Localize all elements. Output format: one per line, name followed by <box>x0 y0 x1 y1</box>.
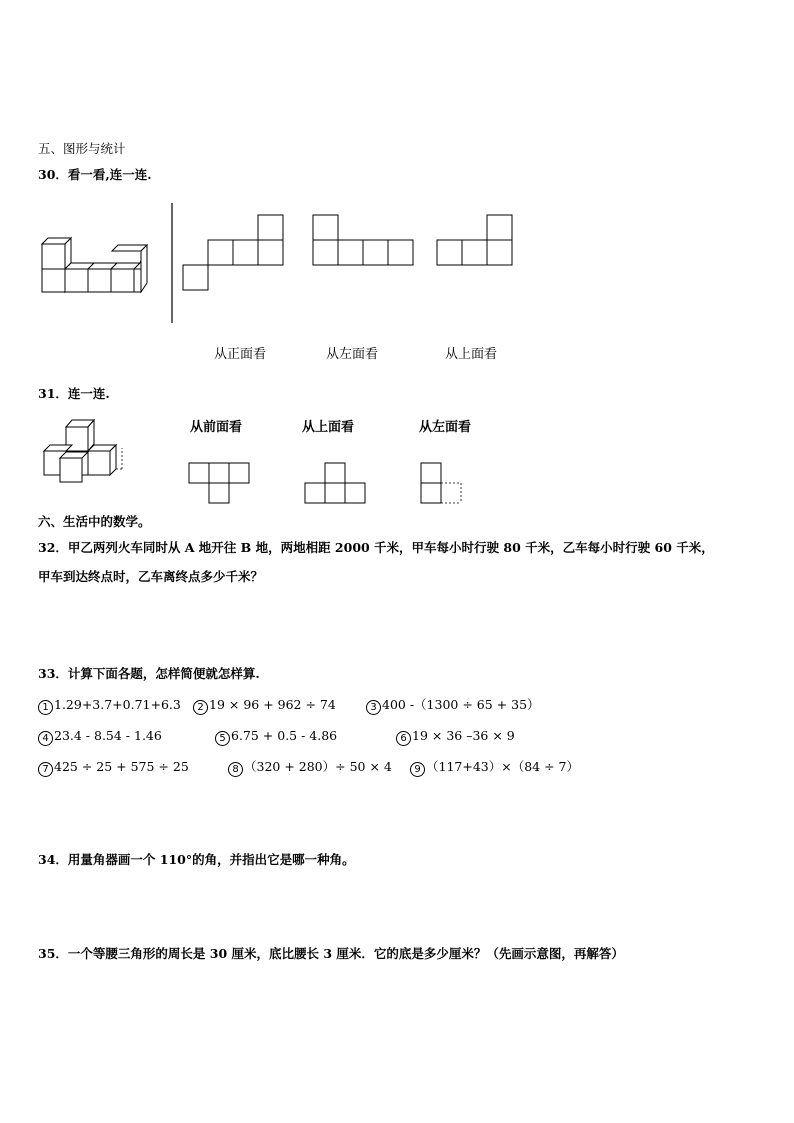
calc-item-3: 3 400 -（1300 ÷ 65 + 35） <box>366 697 540 715</box>
question-32-line-2: 甲车到达终点时，乙车离终点多少千米？ <box>38 569 264 584</box>
view-shape-2 <box>312 214 414 267</box>
q31-view-shape-1 <box>188 462 251 505</box>
question-34-title: 34．用量角器画一个 110°的角，并指出它是哪一种角。 <box>38 852 355 867</box>
q31-label-left: 从左面看 <box>419 420 472 435</box>
question-35-title: 35．一个等腰三角形的周长是 30 厘米，底比腰长 3 厘米．它的底是多少厘米？（先画示意图，再解答） <box>38 946 624 961</box>
view-shape-3 <box>436 214 514 267</box>
cube-figure-q31 <box>42 418 124 486</box>
section-6-title: 六、生活中的数学。 <box>38 514 151 529</box>
q30-label-left: 从左面看 <box>326 347 379 362</box>
question-32-line-1: 32．甲乙两列火车同时从 A 地开往 B 地，两地相距 2000 千米，甲车每小时行驶 80 千米，乙车每小时行驶 60 千米， <box>38 540 714 555</box>
calc-item-6: 6 19 × 36 –36 × 9 <box>396 728 515 746</box>
vertical-divider <box>171 203 174 323</box>
q31-view-shape-3 <box>420 462 464 505</box>
calc-item-5: 5 6.75 + 0.5 - 4.86 <box>215 728 337 746</box>
cube-figure-q30 <box>40 236 160 294</box>
calc-item-9: 9 （117+43）×（84 ÷ 7） <box>410 759 579 777</box>
section-5-title: 五、图形与统计 <box>38 141 126 156</box>
view-shape-1 <box>182 214 284 291</box>
q30-label-front: 从正面看 <box>214 347 267 362</box>
question-33-title: 33．计算下面各题，怎样简便就怎样算. <box>38 666 260 681</box>
question-31-title: 31．连一连. <box>38 386 110 401</box>
calc-item-1: 1 1.29+3.7+0.71+6.3 <box>38 697 181 715</box>
q31-view-shape-2 <box>304 462 367 505</box>
q30-label-top: 从上面看 <box>445 347 498 362</box>
q31-label-top: 从上面看 <box>302 420 355 435</box>
q31-label-front: 从前面看 <box>190 420 243 435</box>
calc-item-4: 4 23.4 - 8.54 - 1.46 <box>38 728 162 746</box>
calc-item-2: 2 19 × 96 + 962 ÷ 74 <box>193 697 336 715</box>
calc-item-8: 8 （320 + 280）÷ 50 × 4 <box>228 759 392 777</box>
question-30-title: 30．看一看,连一连. <box>38 167 152 182</box>
calc-item-7: 7 425 ÷ 25 + 575 ÷ 25 <box>38 759 189 777</box>
